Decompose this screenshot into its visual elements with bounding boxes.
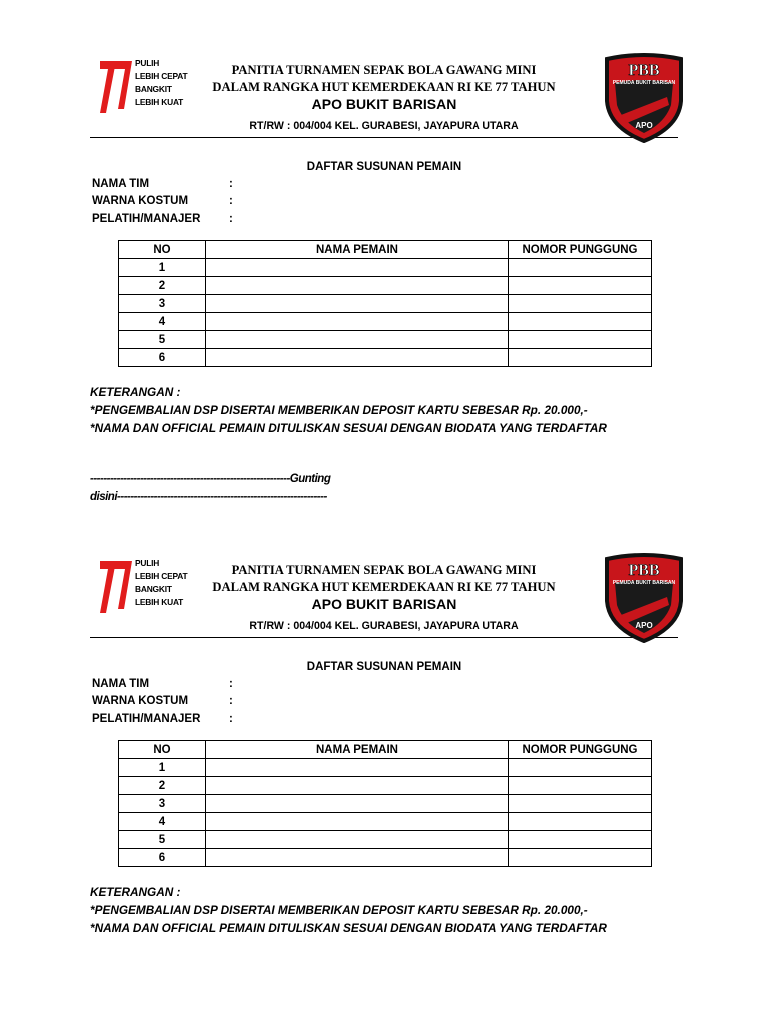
table-row (119, 759, 652, 777)
header-address: RT/RW : 004/004 KEL. GURABESI, JAYAPURA UTARA (249, 620, 519, 632)
badge-bottom-text: APO (635, 621, 653, 630)
player-name-cell[interactable] (206, 777, 509, 795)
table-row (119, 313, 652, 331)
row-number: 2 (119, 777, 206, 795)
row-number: 1 (119, 759, 206, 777)
tagline-line: LEBIH KUAT (135, 597, 184, 607)
row-number: 3 (119, 295, 206, 313)
field-colon: : (229, 678, 233, 690)
table-row (119, 277, 652, 295)
field-label: WARNA KOSTUM (92, 195, 189, 207)
field-colon: : (229, 695, 233, 707)
header-address: RT/RW : 004/004 KEL. GURABESI, JAYAPURA UTARA (249, 120, 519, 132)
table-row (119, 295, 652, 313)
header-line-1: PANITIA TURNAMEN SEPAK BOLA GAWANG MINI (231, 63, 537, 77)
field-colon: : (229, 713, 233, 725)
player-name-cell[interactable] (206, 259, 509, 277)
jersey-number-cell[interactable] (509, 849, 652, 867)
note-biodata: *NAMA DAN OFFICIAL PEMAIN DITULISKAN SESUAI DENGAN BIODATA YANG TERDAFTAR (90, 421, 607, 435)
table-header-row (119, 241, 652, 259)
field-label: NAMA TIM (92, 678, 150, 690)
field-label: WARNA KOSTUM (92, 695, 189, 707)
shield-icon (603, 53, 685, 143)
tagline-line: PULIH (135, 58, 160, 68)
jersey-number-cell[interactable] (509, 813, 652, 831)
player-name-cell[interactable] (206, 295, 509, 313)
column-header-no: NO (119, 741, 206, 759)
field-colon: : (229, 195, 233, 207)
tagline-line: LEBIH CEPAT (135, 571, 188, 581)
player-name-cell[interactable] (206, 759, 509, 777)
jersey-number-cell[interactable] (509, 831, 652, 849)
badge-initials: PBB (628, 62, 660, 79)
column-header-no: NO (119, 241, 206, 259)
player-name-cell[interactable] (206, 331, 509, 349)
table-row (119, 777, 652, 795)
badge-bottom-text: APO (635, 121, 653, 130)
table-row (119, 259, 652, 277)
field-label: PELATIH/MANAJER (92, 713, 201, 725)
player-name-cell[interactable] (206, 349, 509, 367)
tagline-line: LEBIH CEPAT (135, 71, 188, 81)
field-colon: : (229, 178, 233, 190)
notes-heading: KETERANGAN : (90, 885, 181, 899)
jersey-number-cell[interactable] (509, 331, 652, 349)
note-biodata: *NAMA DAN OFFICIAL PEMAIN DITULISKAN SESUAI DENGAN BIODATA YANG TERDAFTAR (90, 921, 607, 935)
row-number: 6 (119, 349, 206, 367)
tagline-line: LEBIH KUAT (135, 97, 184, 107)
table-row (119, 849, 652, 867)
pbb-badge-logo (603, 553, 685, 643)
player-name-cell[interactable] (206, 313, 509, 331)
form-copy-2 (0, 550, 768, 970)
jersey-number-cell[interactable] (509, 349, 652, 367)
row-number: 4 (119, 313, 206, 331)
tagline-line: PULIH (135, 558, 160, 568)
notes-heading: KETERANGAN : (90, 385, 181, 399)
jersey-number-cell[interactable] (509, 295, 652, 313)
table-row (119, 795, 652, 813)
table-row (119, 349, 652, 367)
player-roster-table (118, 740, 652, 867)
cut-line-2: disini--------------------------------------------------------------- (90, 491, 327, 503)
jersey-number-cell[interactable] (509, 277, 652, 295)
table-row (119, 813, 652, 831)
shield-icon (603, 553, 685, 643)
note-deposit: *PENGEMBALIAN DSP DISERTAI MEMBERIKAN DEPOSIT KARTU SEBESAR Rp. 20.000,- (90, 403, 588, 417)
field-label: PELATIH/MANAJER (92, 213, 201, 225)
jersey-number-cell[interactable] (509, 795, 652, 813)
document-title: DAFTAR SUSUNAN PEMAIN (306, 161, 462, 173)
row-number: 2 (119, 277, 206, 295)
row-number: 4 (119, 813, 206, 831)
pbb-badge-logo (603, 53, 685, 143)
jersey-number-cell[interactable] (509, 259, 652, 277)
header-organization: APO BUKIT BARISAN (311, 96, 457, 112)
jersey-number-cell[interactable] (509, 759, 652, 777)
row-number: 5 (119, 831, 206, 849)
field-colon: : (229, 213, 233, 225)
player-name-cell[interactable] (206, 813, 509, 831)
header-organization: APO BUKIT BARISAN (311, 596, 457, 612)
cut-line-1: ------------------------------------------------------------Gunting (90, 473, 331, 485)
tagline-line: BANGKIT (135, 584, 172, 594)
player-roster-table (118, 240, 652, 367)
column-header-player-name: NAMA PEMAIN (206, 741, 509, 759)
header-line-1: PANITIA TURNAMEN SEPAK BOLA GAWANG MINI (231, 563, 537, 577)
table-header-row (119, 741, 652, 759)
table-row (119, 831, 652, 849)
column-header-player-name: NAMA PEMAIN (206, 241, 509, 259)
column-header-jersey-number: NOMOR PUNGGUNG (509, 741, 652, 759)
badge-ring-text: PEMUDA BUKIT BARISAN (612, 580, 676, 586)
player-name-cell[interactable] (206, 849, 509, 867)
badge-ring-text: PEMUDA BUKIT BARISAN (612, 80, 676, 86)
header-line-2: DALAM RANGKA HUT KEMERDEKAAN RI KE 77 TAHUN (212, 80, 556, 94)
player-name-cell[interactable] (206, 795, 509, 813)
player-name-cell[interactable] (206, 277, 509, 295)
header-line-2: DALAM RANGKA HUT KEMERDEKAAN RI KE 77 TAHUN (212, 580, 556, 594)
jersey-number-cell[interactable] (509, 777, 652, 795)
document-title: DAFTAR SUSUNAN PEMAIN (306, 661, 462, 673)
player-name-cell[interactable] (206, 831, 509, 849)
jersey-number-cell[interactable] (509, 313, 652, 331)
header-divider (90, 137, 678, 138)
tagline-line: BANGKIT (135, 84, 172, 94)
form-copy-1 (0, 50, 768, 503)
note-deposit: *PENGEMBALIAN DSP DISERTAI MEMBERIKAN DEPOSIT KARTU SEBESAR Rp. 20.000,- (90, 903, 588, 917)
badge-initials: PBB (628, 562, 660, 579)
row-number: 5 (119, 331, 206, 349)
row-number: 6 (119, 849, 206, 867)
table-row (119, 331, 652, 349)
row-number: 3 (119, 795, 206, 813)
column-header-jersey-number: NOMOR PUNGGUNG (509, 241, 652, 259)
row-number: 1 (119, 259, 206, 277)
header-divider (90, 637, 678, 638)
field-label: NAMA TIM (92, 178, 150, 190)
